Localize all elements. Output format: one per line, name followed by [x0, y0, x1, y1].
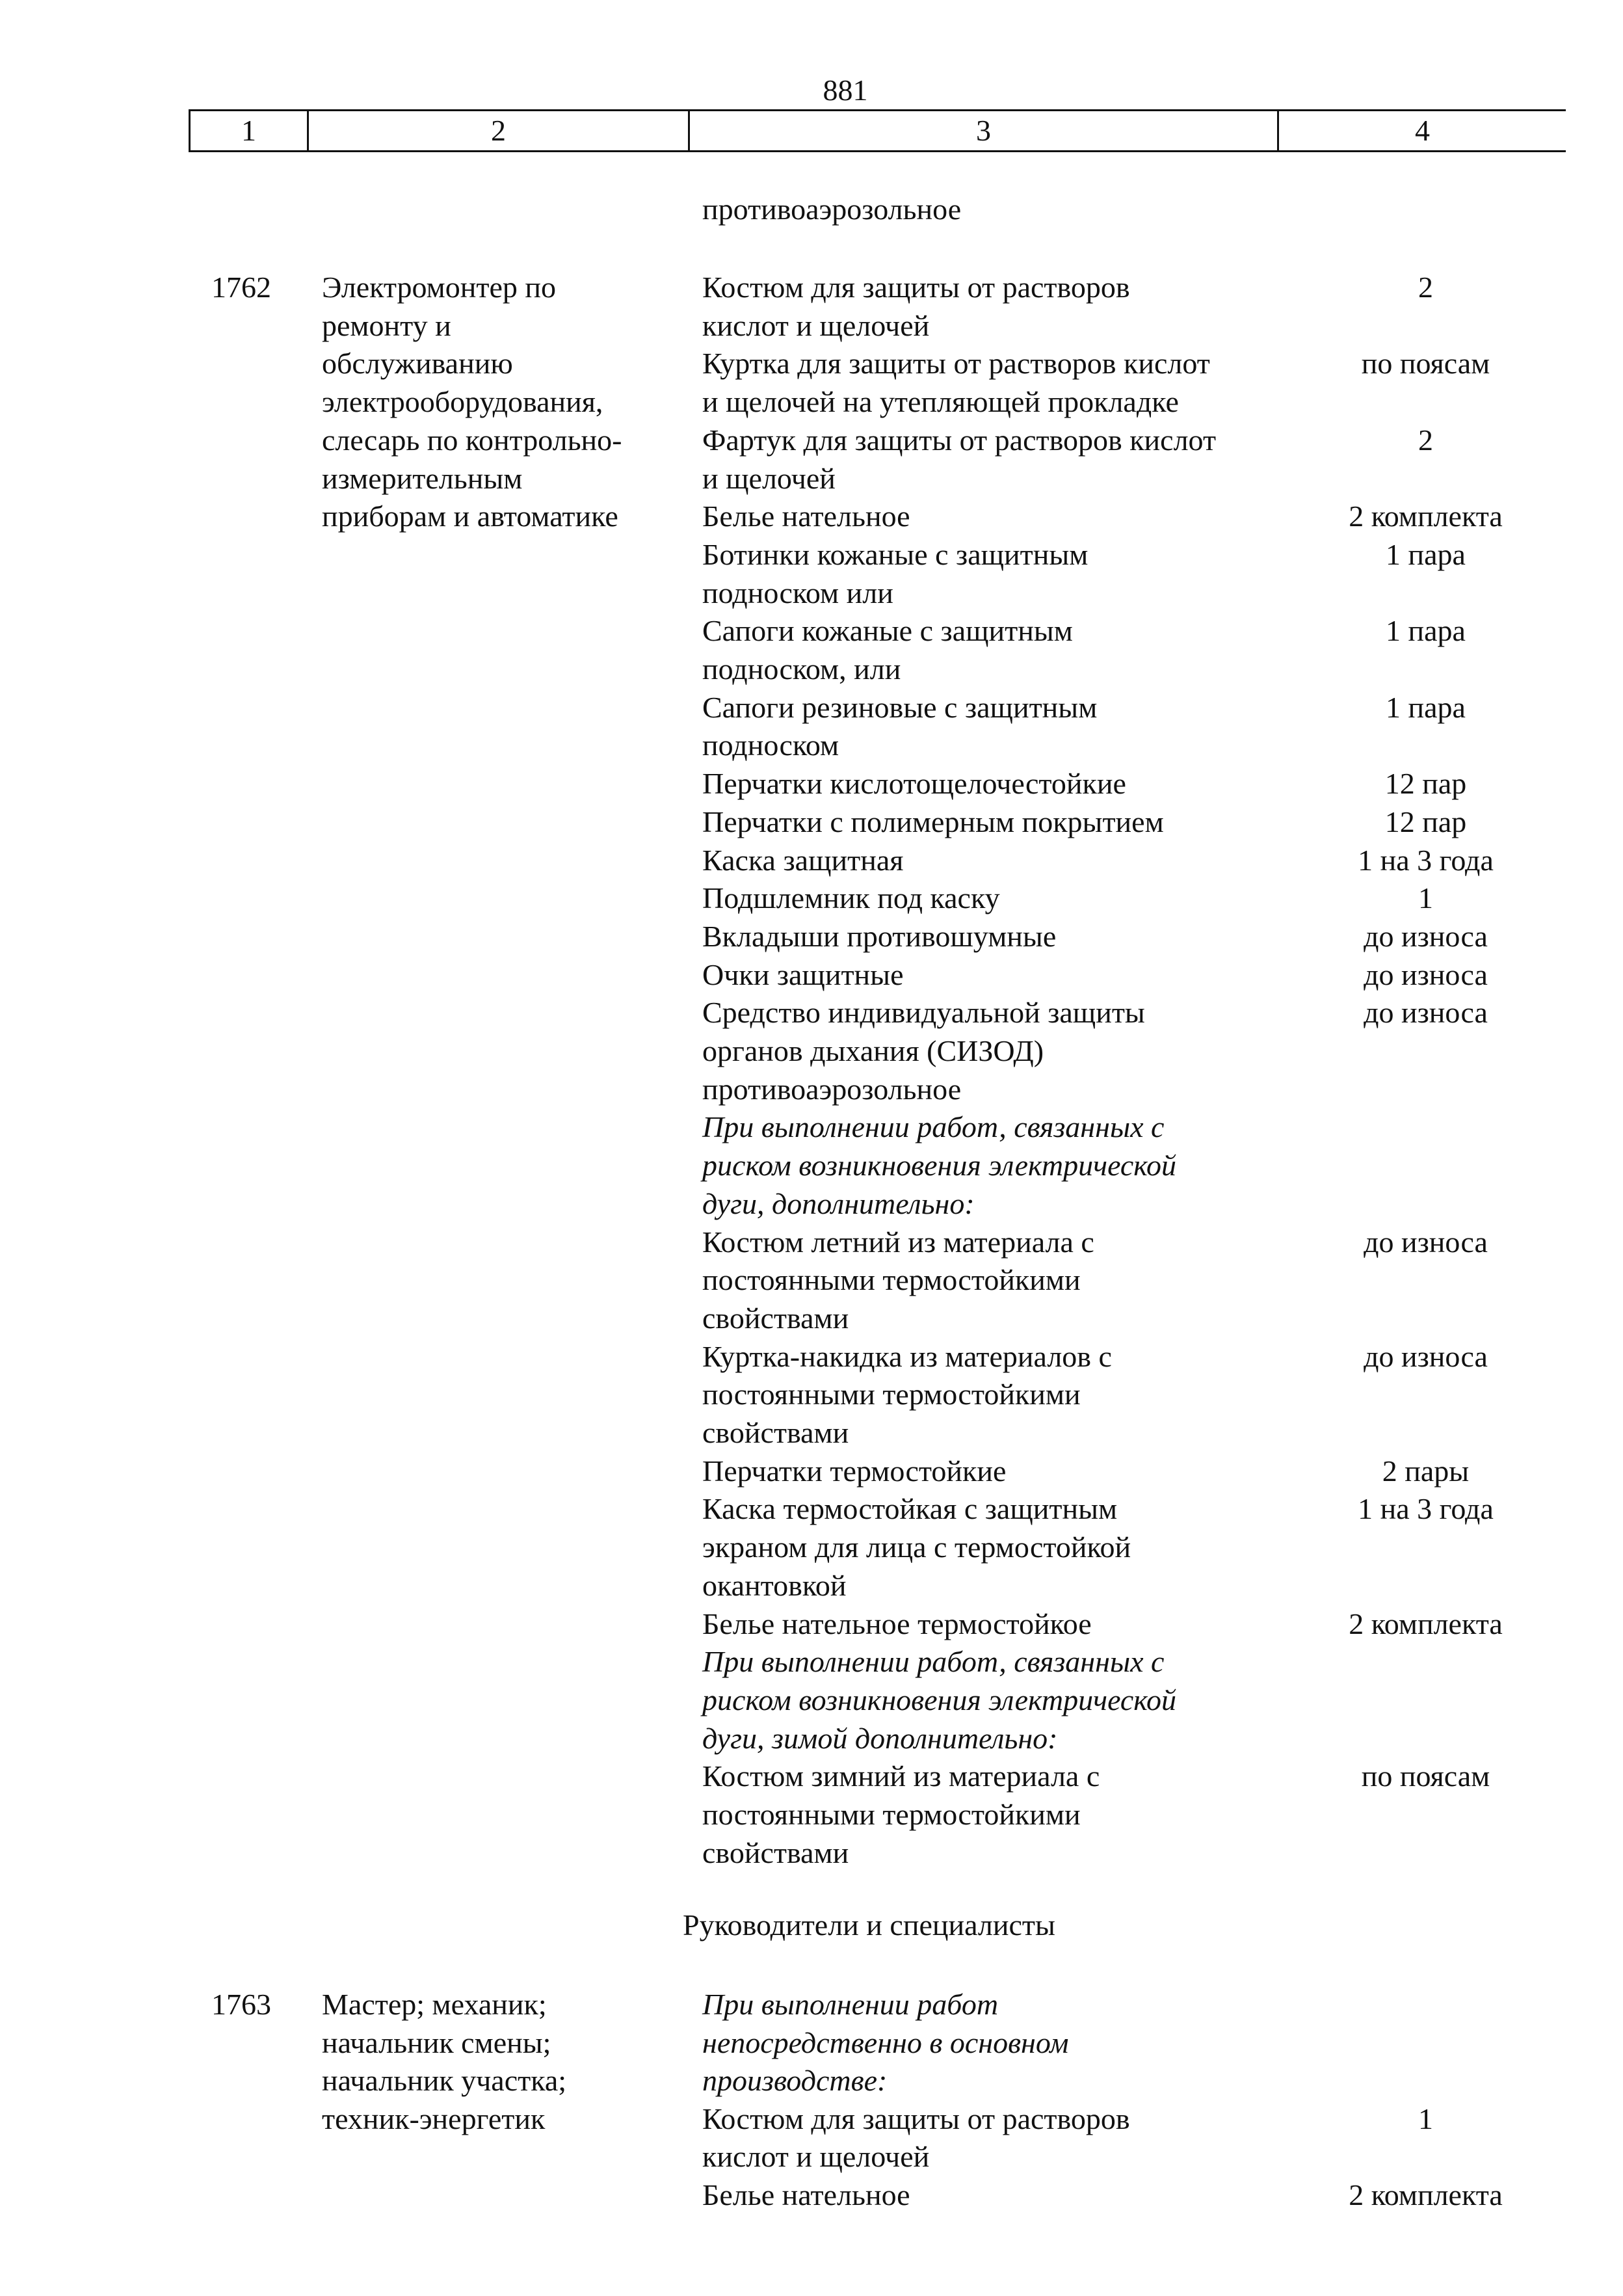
quantity-text: 1 пара — [1386, 614, 1466, 647]
profession-text: ремонту и — [322, 309, 451, 342]
quantity-text: до износа — [1364, 958, 1488, 991]
quantity-text: 1 — [1418, 2102, 1433, 2135]
quantity-text: 1 на 3 года — [1358, 1492, 1494, 1525]
ppe-item-text: Подшлемник под каску — [702, 881, 1000, 914]
quantity-text: по поясам — [1361, 347, 1490, 380]
item-number: 1763 — [211, 1988, 271, 2021]
quantity-text: 1 — [1418, 881, 1433, 914]
quantity-text: 2 пары — [1382, 1454, 1470, 1488]
item-number: 1762 — [211, 271, 271, 304]
ppe-item-text: кислот и щелочей — [702, 2140, 930, 2173]
quantity-text: 2 комплекта — [1349, 2178, 1503, 2211]
ppe-item-text: Костюм зимний из материала с — [702, 1759, 1100, 1793]
ppe-item-text: Белье нательное — [702, 500, 910, 533]
ppe-item-text: непосредственно в основном — [702, 2026, 1069, 2059]
quantity-text: до износа — [1364, 1340, 1488, 1373]
ppe-item-text: Сапоги резиновые с защитным — [702, 691, 1098, 724]
ppe-item-text: постоянными термостойкими — [702, 1378, 1081, 1411]
profession-text: слесарь по контрольно- — [322, 423, 622, 457]
ppe-item-text: противоаэрозольное — [702, 1073, 962, 1106]
profession-text: измерительным — [322, 462, 523, 495]
profession-text: Электромонтер по — [322, 271, 557, 304]
ppe-item-text: Ботинки кожаные с защитным — [702, 538, 1089, 571]
ppe-item-text: риском возникновения электрической — [702, 1149, 1177, 1182]
ppe-item-text: свойствами — [702, 1416, 849, 1449]
quantity-text: до износа — [1364, 1225, 1488, 1259]
quantity-text: 1 пара — [1386, 538, 1466, 571]
page-number: 881 — [823, 73, 868, 107]
ppe-item-text: При выполнении работ, связанных с — [702, 1645, 1165, 1678]
ppe-item-text: свойствами — [702, 1302, 849, 1335]
ppe-item-text: Костюм для защиты от растворов — [702, 271, 1130, 304]
ppe-item-text: дуги, зимой дополнительно: — [702, 1722, 1058, 1755]
ppe-item-text: Каска термостойкая с защитным — [702, 1492, 1118, 1525]
quantity-text: до износа — [1364, 920, 1488, 953]
ppe-item-text: Перчатки термостойкие — [702, 1454, 1007, 1488]
ppe-item-text: риском возникновения электрической — [702, 1683, 1177, 1716]
profession-text: электрооборудования, — [322, 385, 603, 418]
quantity-text: 2 — [1418, 271, 1433, 304]
ppe-item-text: Костюм для защиты от растворов — [702, 2102, 1130, 2135]
ppe-item-text: органов дыхания (СИЗОД) — [702, 1034, 1044, 1067]
profession-text: начальник участка; — [322, 2064, 567, 2097]
ppe-item-text: экраном для лица с термостойкой — [702, 1530, 1131, 1564]
column-header-2: 2 — [307, 111, 688, 150]
ppe-item-text: Куртка-накидка из материалов с — [702, 1340, 1112, 1373]
ppe-item-text: При выполнении работ — [702, 1988, 999, 2021]
ppe-item-text: постоянными термостойкими — [702, 1798, 1081, 1831]
profession-text: Мастер; механик; — [322, 1988, 547, 2021]
ppe-item-text: дуги, дополнительно: — [702, 1187, 975, 1220]
profession-text: приборам и автоматике — [322, 500, 618, 533]
column-header-1: 1 — [241, 114, 256, 147]
profession-text: обслуживанию — [322, 347, 513, 380]
ppe-item-text: подноском или — [702, 576, 893, 609]
ppe-item-text: Куртка для защиты от растворов кислот — [702, 347, 1210, 380]
quantity-text: до износа — [1364, 996, 1488, 1029]
ppe-item-text: Костюм летний из материала с — [702, 1225, 1094, 1259]
profession-text: техник-энергетик — [322, 2102, 546, 2135]
ppe-item-text: и щелочей на утепляющей прокладке — [702, 385, 1179, 418]
ppe-item-text: производстве: — [702, 2064, 888, 2097]
column-header-4: 4 — [1277, 111, 1566, 150]
quantity-text: 2 — [1418, 423, 1433, 457]
ppe-item-text: Вкладыши противошумные — [702, 920, 1057, 953]
ppe-item-text: кислот и щелочей — [702, 309, 930, 342]
quantity-text: 2 комплекта — [1349, 1607, 1503, 1640]
profession-text: начальник смены; — [322, 2026, 551, 2059]
ppe-item-text: постоянными термостойкими — [702, 1263, 1081, 1296]
quantity-text: 2 комплекта — [1349, 500, 1503, 533]
quantity-text: 12 пар — [1384, 805, 1467, 838]
ppe-item-text: подноском — [702, 728, 839, 762]
ppe-item-text: Очки защитные — [702, 958, 904, 991]
ppe-item-text: При выполнении работ, связанных с — [702, 1110, 1165, 1143]
ppe-item-text: противоаэрозольное — [702, 193, 962, 226]
ppe-item-text: Белье нательное — [702, 2178, 910, 2211]
ppe-item-text: Перчатки кислотощелочестойкие — [702, 767, 1126, 800]
ppe-item-text: Сапоги кожаные с защитным — [702, 614, 1073, 647]
quantity-text: 1 пара — [1386, 691, 1466, 724]
column-header-3: 3 — [688, 111, 1277, 150]
ppe-item-text: свойствами — [702, 1836, 849, 1869]
ppe-item-text: Средство индивидуальной защиты — [702, 996, 1145, 1029]
quantity-text: по поясам — [1361, 1759, 1490, 1793]
ppe-item-text: Каска защитная — [702, 844, 904, 877]
ppe-item-text: Перчатки с полимерным покрытием — [702, 805, 1164, 838]
ppe-item-text: подноском, или — [702, 652, 901, 686]
ppe-item-text: Белье нательное термостойкое — [702, 1607, 1092, 1640]
ppe-item-text: окантовкой — [702, 1569, 847, 1602]
quantity-text: 1 на 3 года — [1358, 844, 1494, 877]
ppe-item-text: Фартук для защиты от растворов кислот — [702, 423, 1217, 457]
section-heading: Руководители и специалисты — [683, 1908, 1055, 1942]
quantity-text: 12 пар — [1384, 767, 1467, 800]
ppe-item-text: и щелочей — [702, 462, 836, 495]
